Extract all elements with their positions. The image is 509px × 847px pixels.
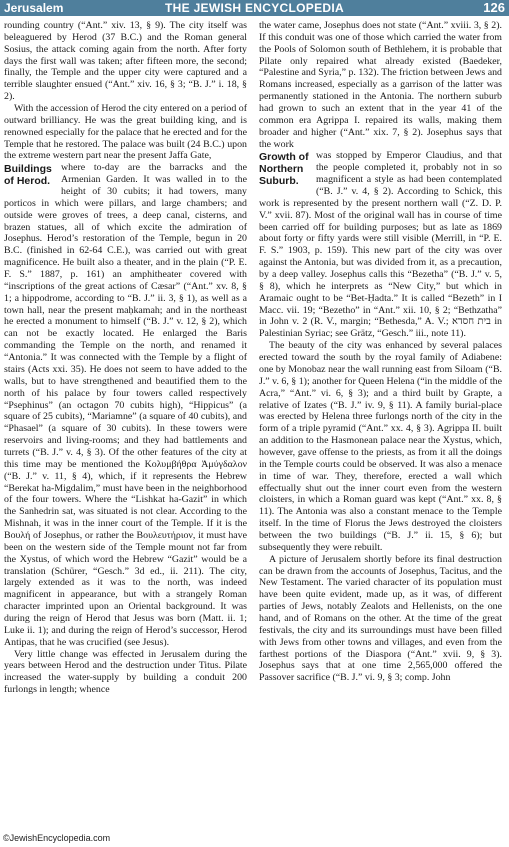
side-note: Growth of Northern Suburb. <box>259 151 309 188</box>
paragraph: the water came, Josephus does not state (“Ant.” xviii. 3, § 2). If this conduit was one of those which carried the water from the Pools of Solomon south of Bethlehem, it is probable that Pilate only repaired what already existed (Baedeker, “Palestine and Syria,” p. 132). The friction between Jews and Romans increased, especially as a garrison of the latter was permanently stationed in the Antonia. The northern suburb had grown to such an extent that in the year 41 of the common era Agrippa I. repaired its walls, making them broader and higher (“Ant.” xix. 7, § 2). Josephus says that the work <box>259 20 502 150</box>
copyright-footer: ©JewishEncyclopedia.com <box>3 833 111 843</box>
paragraph: A picture of Jerusalem shortly before its final destruction can be drawn from the accounts of Josephus, Tacitus, and the New Testament. The varied character of its population must have been quite evident, made up, as it was, of different parties of Jews, notably Zealots and Hellenists, on the one hand, and of Romans on the other. At the time of the great festivals, the city and its surroundings must have been filled with Jews from other towns and villages, and even from the farthest portions of the Diaspora (“Ant.” xvii. 9, § 3). Josephus says that at one time 2,565,000 offered the Passover sacrifice (“B. J.” vi. 9, § 3; comp. John <box>259 553 502 684</box>
paragraph: rounding country (“Ant.” xiv. 13, § 9). The city itself was beleaguered by Herod (37 B.C.) and the Roman general Sosius, the attack coming again from the north. After forty days the first wall was taken; after fifteen more, the second; finally, the Temple and the upper city were captured and a terrible slaughter ensued (“Ant.” xiv. 16, § 3; “B. J.” i. 18, § 2). <box>4 20 247 103</box>
page-header <box>0 0 509 16</box>
section-title: Jerusalem <box>4 1 64 15</box>
paragraph-with-side-note <box>4 162 247 648</box>
paragraph: With the accession of Herod the city entered on a period of outward brilliancy. He was the great building king, and is renowned especially for the palace that he erected and for the Temple that he restored. The palace was built (24 B.C.) upon the extreme western part near the present Jaffa Gate, <box>4 103 247 162</box>
paragraph-text: was stopped by Emperor Claudius, and that the people completed it, probably not in so magnificent a style as had been contemplated (“B. J.” v. 4, § 2). According to Schick, this work is represented by the present northern wall (“Z. D. P. V.” xvii. 87). Most of the original wall has in course of time been carried off for building purposes; but as late as 1869 about forty or fifty yards were still visible (Merrill, in “P. E. F. S.” 1903, p. 159). This new part of the city was over against the Antonia, but was divided from it, as a precaution, by a deep valley. Josephus calls this “Bezetha” (“B. J.” v. 5, § 8), which he interprets as “New City,” but which in Aramaic ought to be “Bet-Ḥadta.” It is called “Bezeth” in I Macc. vii. 19; “Bezetho” in “Ant.” xii. 10, § 2; “Bethzatha” in John v. 2 (R. V., margin; “Bethesda,” A. V.; בית חסדא in Palestinian Syriac; see Grätz, “Gesch.” iii., note 11). <box>259 150 502 340</box>
left-column <box>4 20 247 696</box>
encyclopedia-title: THE JEWISH ENCYCLOPEDIA <box>165 1 344 15</box>
right-column <box>259 20 502 684</box>
paragraph: The beauty of the city was enhanced by several palaces erected toward the south by the royal family of Adiabene: one by Monobaz near the wall running east from Siloam (“B. J.” v. 6, § 1); another for Queen Helena (“in the middle of the Acra,” “Ant.” vi. 6, § 3); and a third built by Grapte, a relative of Izates (“B. J.” iv. 9, § 11). A family burial-place was erected by Helena three furlongs north of the city in the form of a triple pyramid (“Ant.” xx. 4, § 3). Agrippa II. built an addition to the Hasmonean palace near the Xystus, which, however, gave offense to the priests, as from it all the doings in the Temple courts could be observed. It was also a menace in time of war. They, therefore, erected a wall which effectually shut out the inner court even from the western cloisters, in which a Roman guard was kept (“Ant.” xx. 8, § 11). The Antonia was also a constant menace to the Temple itself. In the time of Florus the Jews destroyed the cloisters between the two buildings (“B. J.” ii. 15, § 6); but subsequently they were rebuilt. <box>259 340 502 553</box>
page-number: 126 <box>483 0 505 15</box>
side-note: Buildings of Herod. <box>4 163 52 188</box>
paragraph-with-side-note <box>259 150 502 340</box>
paragraph: Very little change was effected in Jerusalem during the years between Herod and the destruction under Titus. Pilate increased the water-supply by building a conduit 200 furlongs in length; whence <box>4 648 247 696</box>
paragraph-text: where to-day are the barracks and the Armenian Garden. It was walled in to the height of 30 cubits; it had towers, many porticos in which were pillars, and large chambers; and outside were groves of trees, a deep canal, cisterns, and brazen statues, all of which excite the admiration of Josephus. Herod’s restoration of the Temple, begun in 20 B.C. (finished in 62-64 C.E.), was carried out with great magnificence. He built also a theater, and in the plain (“P. E. F. S.” 1887, p. 161) an amphitheater covered with “inscriptions of the great actions of Cæsar” (“Ant.” xv. 8, § 1; a hippodrome, according to “B. J.” ii. 3, § 1), as well as a town hall, near the present maḥkamah; and in the northeast he erected a monument to himself (“B. J.” v. 12, § 2), which can not be exactly located. He enlarged the Baris commanding the Temple on the north, and renamed it “Antonia.” It was connected with the Temple by a flight of stairs (Acts xxi. 35). He does not seem to have added to the walls, but to have strengthened and beautified them to the north of his palace by four towers called respectively “Psephinus” (an octagon 70 cubits high), “Hippicus” (a square of 25 cubits), “Mariamne” (a square of 40 cubits), and “Phasael” (a square of 30 cubits). In these towers were reservoirs and living-rooms; and they had battlements and turrets (“B. J.” v. 4, § 3). Of the other features of the city at this time may be mentioned the Κολυμβήθρα Ἀμύγδαλον (“B. J.” v. 11, § 4), which, if it represents the Hebrew “Berekat ha-Migdalim,” must have been in the neighborhood of the four towers. Where the “Lishkat ha-Gazit” in which the Sanhedrin sat, was situated is not clear. According to the Mishnah, it was in the inner court of the Temple. If it is the Βουλή of Josephus, or rather the Βουλευτήριον, it must have been on the western side of the Temple mount not far from the Xystus, of which word the Hebrew “Gazit” would be a translation (Schürer, “Gesch.” 3d ed., ii. 211). The city, largely extended as it was to the north, was indeed magnificent in appearance, but with a strangely Roman character imprinted upon an Oriental background. It was during the reign of Herod that Jesus was born (Matt. ii. 1; Luke ii. 1); and during the reign of Herod’s successor, Herod Antipas, that he was crucified (see Jesus). <box>4 162 247 648</box>
